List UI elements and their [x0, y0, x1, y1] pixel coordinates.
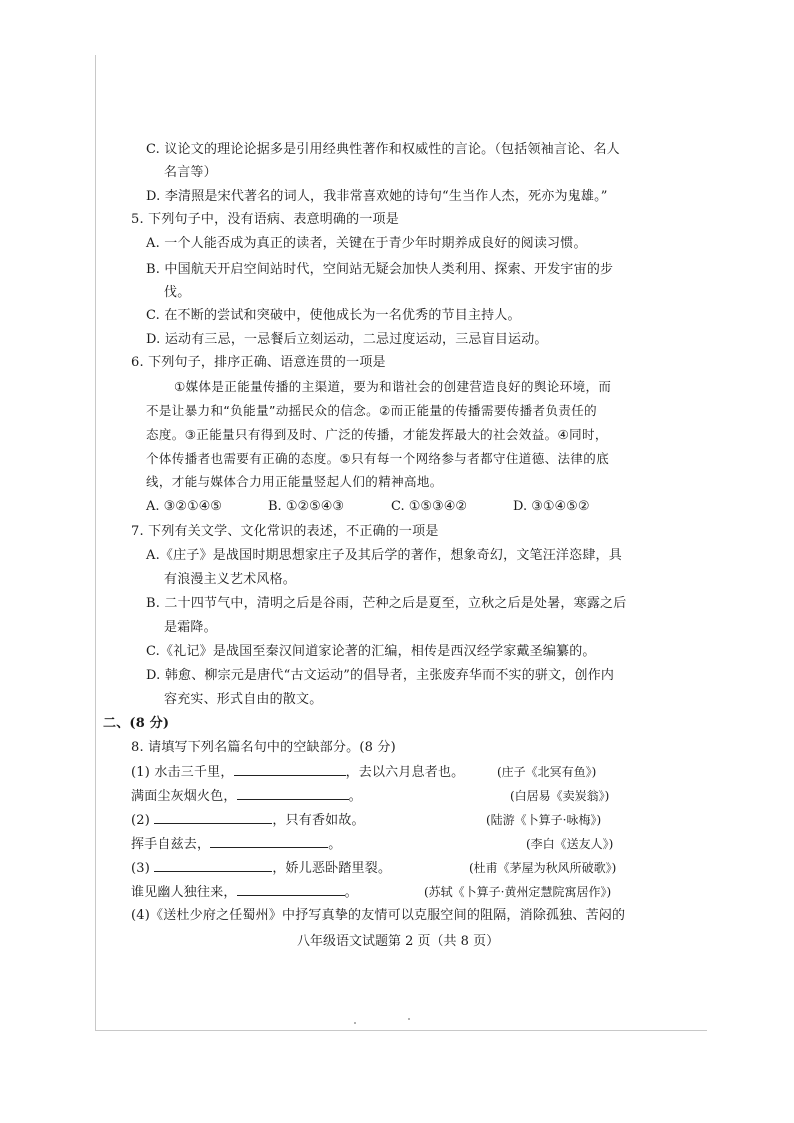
page-left-edge — [95, 55, 96, 1030]
fill-blank-6[interactable] — [237, 883, 345, 896]
q7-option-c: C.《礼记》是战国至秦汉间道家论著的汇编，相传是西汉经学家戴圣编纂的。 — [146, 644, 596, 659]
fill-row-5 — [131, 859, 391, 878]
fill-row-6-prefix: 谁见幽人独往来， — [131, 885, 237, 900]
fill-row-3-prefix: (2) — [131, 813, 151, 828]
fill-row-5-source: (杜甫《茅屋为秋风所破歌》) — [469, 861, 617, 875]
q5-option-d: D. 运动有三忌，一忌餐后立刻运动，二忌过度运动，三忌盲目运动。 — [146, 332, 548, 347]
q7-option-b-line2: 是霜降。 — [164, 620, 217, 635]
fill-row-2-source: (白居易《卖炭翁》) — [510, 789, 610, 803]
fill-row-1-suffix: ，去以六月息者也。 — [345, 765, 465, 780]
fill-blank-1[interactable] — [234, 763, 346, 776]
fill-row-3-suffix: ，只有香如故。 — [272, 813, 365, 828]
fill-row-3-source: (陆游《卜算子·咏梅》) — [486, 813, 602, 827]
q6-option-d: D. ③①④⑤② — [513, 499, 590, 514]
fill-row-4-source: (李白《送友人》) — [526, 837, 614, 851]
fill-row-4-suffix: 。 — [328, 837, 342, 852]
q4-option-d: D. 李清照是宋代著名的词人，我非常喜欢她的诗句“生当作人杰，死亦为鬼雄。” — [146, 189, 608, 204]
fill-row-1-prefix: (1) 水击三千里， — [131, 765, 234, 780]
scan-speck — [354, 1022, 356, 1024]
q6-stem: 6. 下列句子，排序正确、语意连贯的一项是 — [131, 355, 386, 370]
page-bottom-edge — [95, 1030, 707, 1031]
q4-option-c-line2: 名言等） — [164, 165, 217, 180]
fill-row-5-suffix: ，娇儿恶卧踏里裂。 — [272, 861, 392, 876]
fill-row-6-source: (苏轼《卜算子·黄州定慧院寓居作》) — [424, 885, 612, 899]
q6-option-c: C. ①⑤③④② — [391, 499, 468, 514]
fill-row-2-suffix: 。 — [348, 789, 362, 804]
q5-option-b-line1: B. 中国航天开启空间站时代，空间站无疑会加快人类利用、探索、开发宇宙的步 — [146, 262, 614, 277]
section-2-heading: 二、(8 分) — [103, 716, 170, 731]
q6-option-b: B. ①②⑤④③ — [268, 499, 345, 514]
fill-row-7: (4)《送杜少府之任蜀州》中抒写真挚的友情可以克服空间的阻隔，消除孤独、苦闷的 — [131, 908, 626, 923]
fill-row-3 — [131, 811, 365, 830]
fill-row-1-source: (庄子《北冥有鱼》) — [497, 765, 597, 779]
fill-blank-3[interactable] — [154, 811, 272, 824]
q6-passage-line4: 个体传播者也需要有正确的态度。⑤只有每一个网络参与者都守住道德、法律的底 — [146, 451, 610, 466]
fill-row-1 — [131, 763, 464, 782]
fill-row-5-prefix: (3) — [131, 861, 151, 876]
fill-blank-4[interactable] — [210, 835, 328, 848]
page-footer: 八年级语文试题第 2 页（共 8 页） — [297, 934, 500, 949]
q6-passage-line1: ①媒体是正能量传播的主渠道，要为和谐社会的创建营造良好的舆论环境，而 — [174, 379, 612, 394]
q6-passage-line3: 态度。③正能量只有得到及时、广泛的传播，才能发挥最大的社会效益。④同时， — [146, 427, 608, 442]
q7-option-a-line2: 有浪漫主义艺术风格。 — [164, 572, 297, 587]
fill-row-6-suffix: 。 — [344, 885, 358, 900]
q7-stem: 7. 下列有关文学、文化常识的表述，不正确的一项是 — [131, 524, 439, 539]
q8-stem: 8. 请填写下列名篇名句中的空缺部分。(8 分) — [131, 740, 396, 755]
q5-option-a: A. 一个人能否成为真正的读者，关键在于青少年时期养成良好的阅读习惯。 — [146, 236, 587, 251]
q5-stem: 5. 下列句子中，没有语病、表意明确的一项是 — [131, 212, 399, 227]
scan-speck — [408, 1018, 410, 1020]
q6-passage-line5: 线，才能与媒体合力用正能量竖起人们的精神高地。 — [146, 474, 443, 489]
fill-blank-5[interactable] — [154, 859, 272, 872]
fill-row-4-prefix: 挥手自兹去， — [131, 837, 211, 852]
q7-option-d-line2: 容充实、形式自由的散文。 — [164, 692, 323, 707]
fill-blank-2[interactable] — [237, 787, 349, 800]
fill-row-2 — [131, 787, 362, 806]
q5-option-c: C. 在不断的尝试和突破中，使他成长为一名优秀的节目主持人。 — [146, 308, 521, 323]
q7-option-b-line1: B. 二十四节气中，清明之后是谷雨，芒种之后是夏至，立秋之后是处暑，寒露之后 — [146, 596, 627, 611]
q6-option-a: A. ③②①④⑤ — [146, 499, 222, 514]
fill-row-4 — [131, 835, 341, 854]
q7-option-a-line1: A.《庄子》是战国时期思想家庄子及其后学的著作，想象奇幻，文笔汪洋恣肆，具 — [146, 548, 622, 563]
q5-option-b-line2: 伐。 — [164, 285, 191, 300]
fill-row-2-prefix: 满面尘灰烟火色， — [131, 789, 237, 804]
fill-row-6 — [131, 883, 358, 902]
q7-option-d-line1: D. 韩愈、柳宗元是唐代“古文运动”的倡导者，主张废弃华而不实的骈文，创作内 — [146, 668, 615, 683]
q6-passage-line2: 不是让暴力和“负能量”动摇民众的信念。②而正能量的传播需要传播者负责任的 — [146, 403, 598, 418]
q4-option-c-line1: C. 议论文的理论论据多是引用经典性著作和权威性的言论。（包括领袖言论、名人 — [146, 142, 620, 157]
